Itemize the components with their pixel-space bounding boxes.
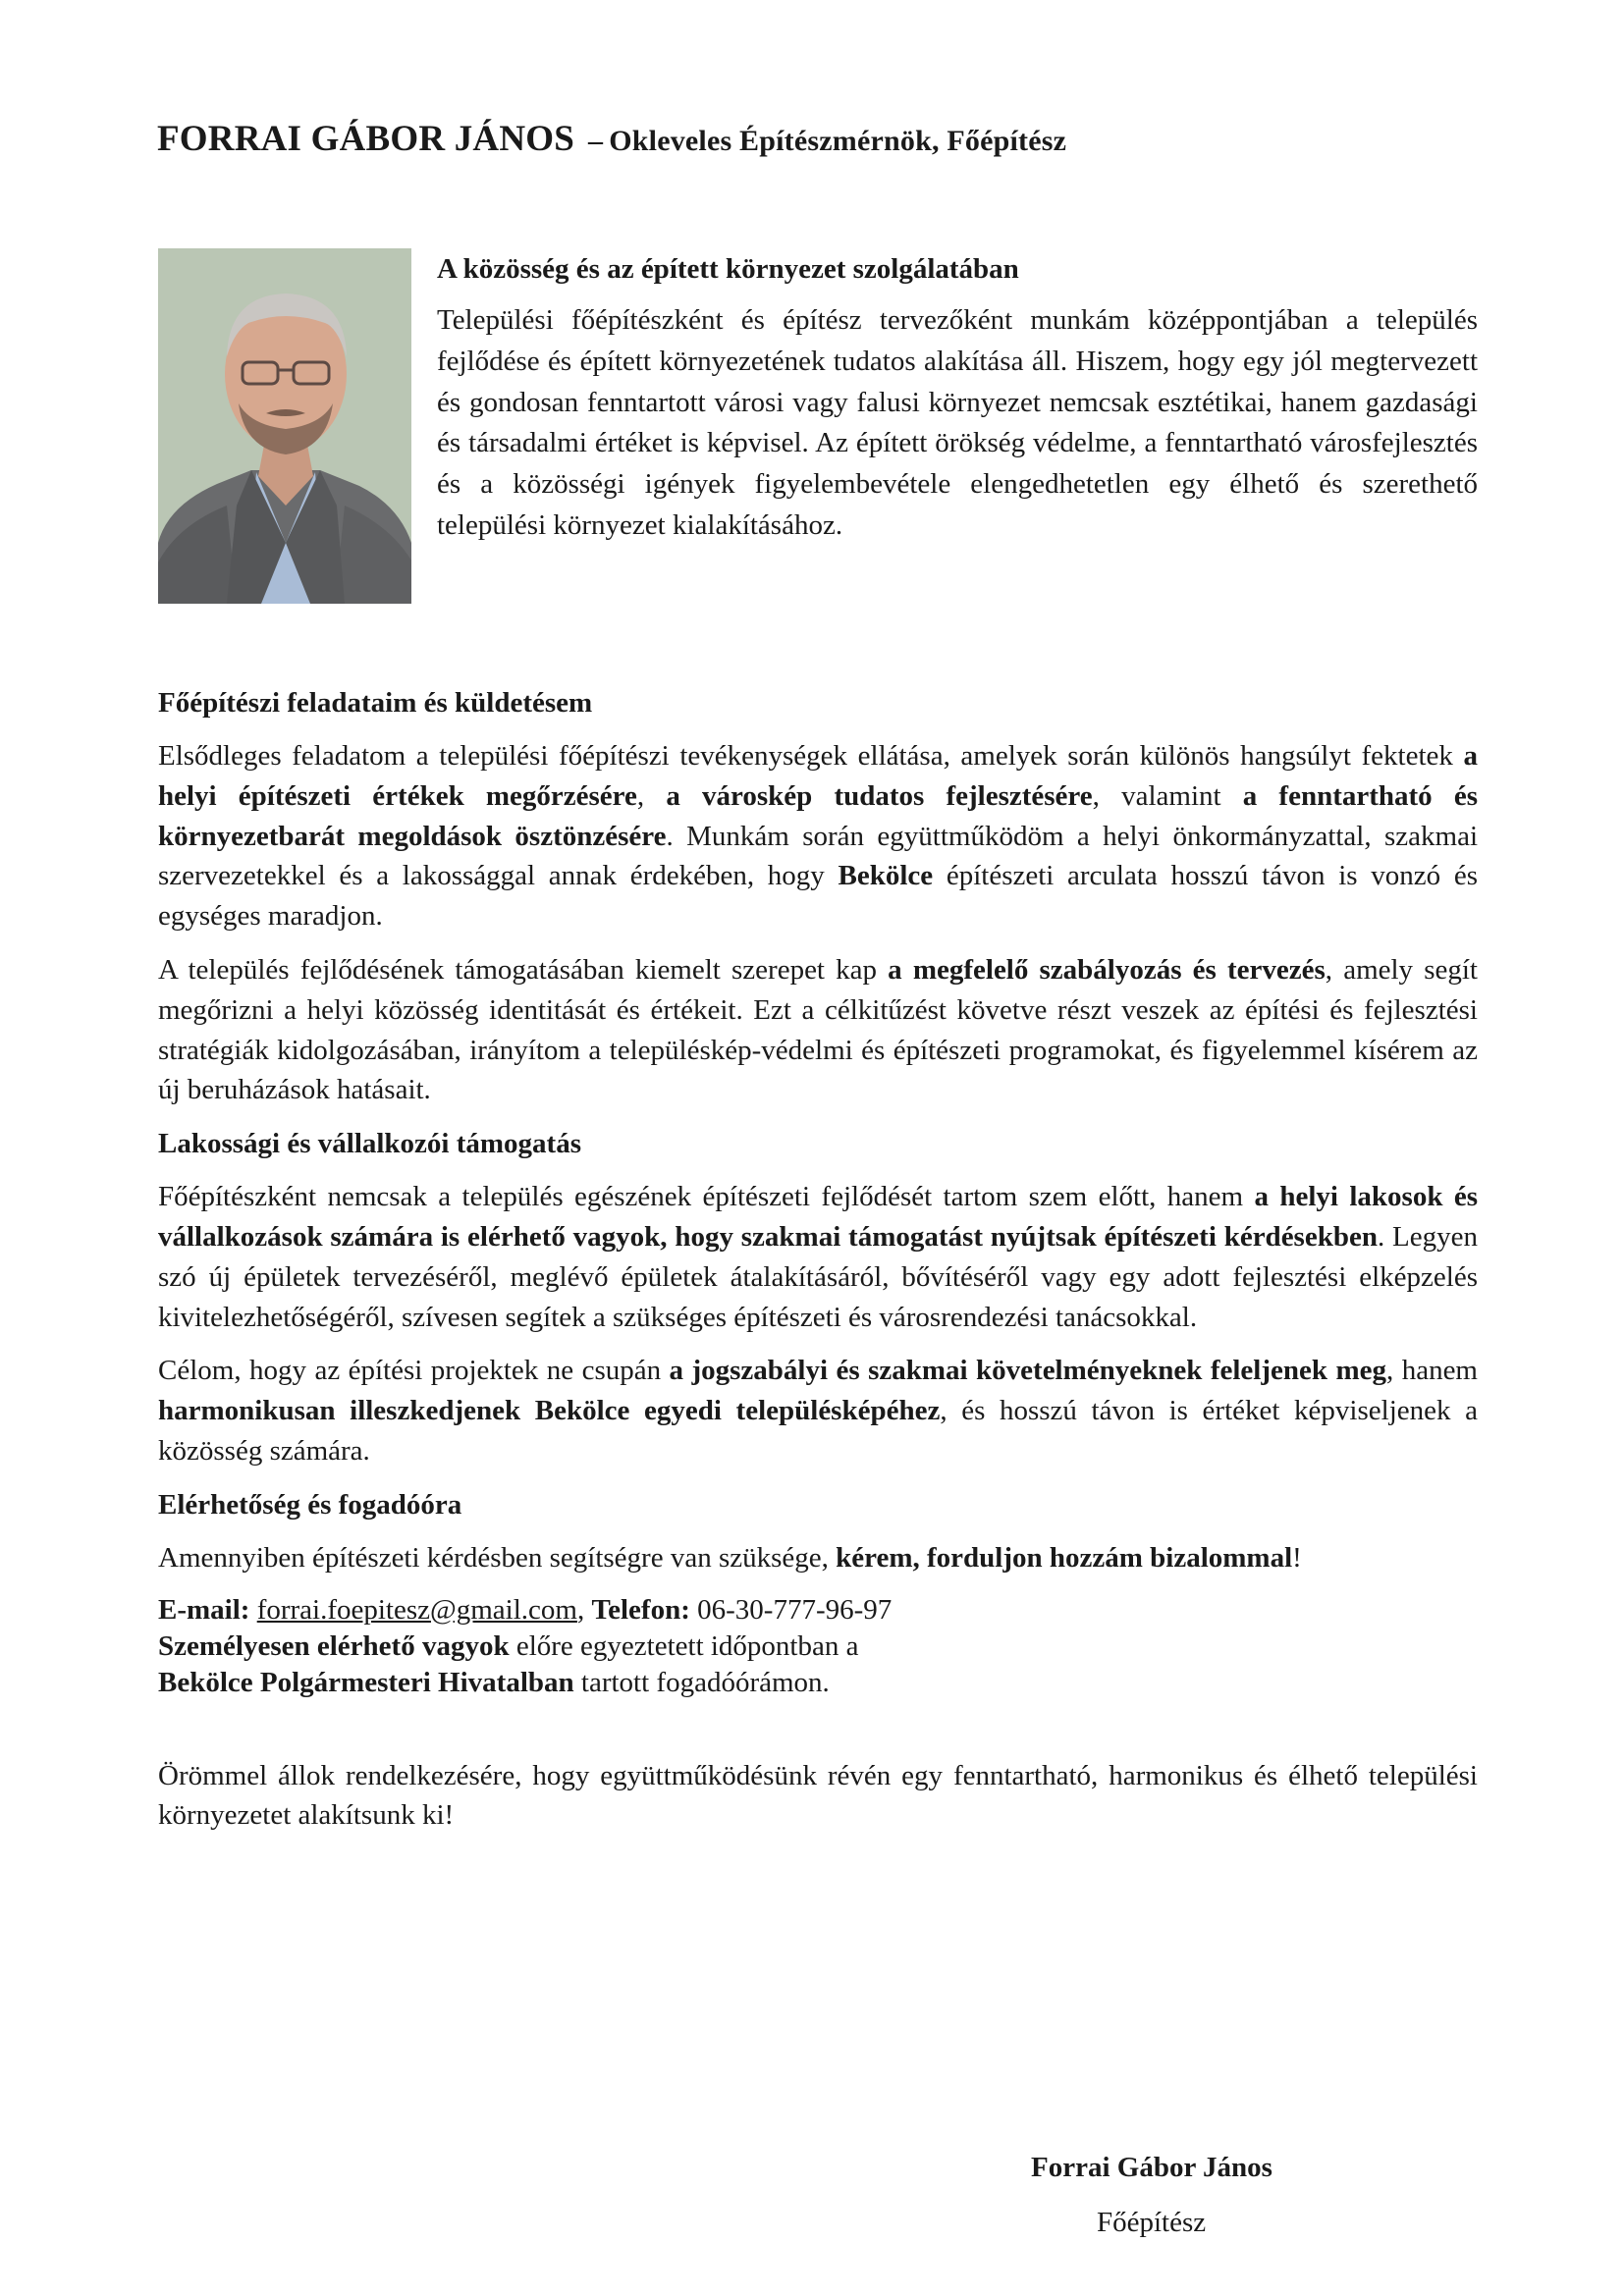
emphasis-text: a megfelelő szabályozás és tervezés [888, 953, 1326, 986]
paragraph-support-1 [158, 1177, 1478, 1337]
text-run: , hanem [1386, 1355, 1478, 1387]
signature-role: Főépítész [1097, 2207, 1207, 2238]
text-run: Célom, hogy az építési projektek ne csupán [158, 1355, 670, 1387]
text-run: előre egyeztetett időpontban a [509, 1629, 859, 1662]
emphasis-text: a városkép tudatos fejlesztésére [666, 779, 1093, 812]
text-run: ! [1292, 1541, 1302, 1574]
closing-paragraph: Örömmel állok rendelkezésére, hogy együttműködésünk révén egy fenntartható, harmonikus és élhető települési környezetet alakítsunk ki! [158, 1759, 1478, 1832]
emphasis-text: kérem, forduljon hozzám bizalommal [836, 1541, 1293, 1574]
title-dash: – [588, 125, 604, 157]
contact-line-email-phone [158, 1592, 1478, 1629]
emphasis-text: Személyesen elérhető vagyok [158, 1629, 510, 1662]
paragraph-support-2 [158, 1351, 1478, 1470]
text-run: Amennyiben építészeti kérdésben segítségre van szüksége, [158, 1541, 837, 1574]
email-label: E-mail: [158, 1593, 250, 1626]
text-run: , és hosszú távon is értéket képviseljenek a közösség számára. [158, 1395, 1478, 1467]
portrait-photo [158, 248, 411, 604]
text-run: építészeti arculata hosszú távon is vonzó és egységes maradjon. [158, 860, 1478, 933]
text-run: . Munkám során együttműködöm a helyi önkormányzattal, szakmai szervezetekkel és a lakossággal annak érdekében, hogy [158, 820, 1478, 892]
text-run: Főépítészként nemcsak a település egészének építészeti fejlődését tartom szem előtt, hanem [158, 1181, 1255, 1213]
text-run: Elsődleges feladatom a települési főépítészi tevékenységek ellátása, amelyek során különös hangsúlyt fektetek [158, 740, 1464, 772]
author-subtitle: Okleveles Építészmérnök, Főépítész [609, 125, 1067, 157]
text-run: , [576, 1593, 592, 1626]
text-run: . Legyen szó új épületek tervezéséről, meglévő épületek átalakításáról, bővítéséről vagy egy adott fejlesztési elképzelés kivitelezhetőségéről, szívesen segítek a szükséges építészeti és városrendezési tanácsokkal. [158, 1220, 1478, 1333]
section-heading-support: Lakossági és vállalkozói támogatás [158, 1128, 581, 1160]
main-content [158, 683, 1478, 1849]
author-name: FORRAI GÁBOR JÁNOS [157, 119, 575, 159]
emphasis-text: Bekölce [838, 860, 934, 892]
text-run: tartott fogadóórámon. [573, 1666, 830, 1698]
emphasis-text: harmonikusan illeszkedjenek Bekölce egyedi településképéhez [158, 1395, 941, 1427]
page-title [157, 116, 1066, 165]
emphasis-text: a fenntartható és környezetbarát megoldások ösztönzésére [158, 779, 1478, 852]
intro-section [437, 249, 1478, 547]
text-run: , valamint [1092, 779, 1243, 812]
contact-line-location [158, 1665, 1478, 1701]
contact-line-availability [158, 1629, 1478, 1665]
emphasis-text: a jogszabályi és szakmai követelményeknek feleljenek meg [669, 1355, 1386, 1387]
section-heading-contact: Elérhetőség és fogadóóra [158, 1488, 462, 1521]
contact-block [158, 1592, 1478, 1701]
email-link[interactable]: forrai.foepitesz@gmail.com [256, 1593, 577, 1626]
section-heading-tasks: Főépítészi feladataim és küldetésem [158, 687, 593, 719]
portrait-illustration [158, 248, 411, 604]
phone-label: Telefon: [591, 1593, 690, 1626]
text-run: , amely segít megőrizni a helyi közösség identitását és értékeit. Ezt a célkitűzést követve részt veszek az építési és fejlesztési stratégiák kidolgozásában, irányítom a településkép-védelmi és építészeti programokat, és figyelemmel kísérem az új beruházások hatásait. [158, 953, 1478, 1106]
text-run: A település fejlődésének támogatásában kiemelt szerepet kap [158, 953, 889, 986]
paragraph-tasks-2 [158, 950, 1478, 1110]
paragraph-tasks-1 [158, 736, 1478, 936]
emphasis-text: a helyi lakosok és vállalkozások számára is elérhető vagyok, hogy szakmai támogatást nyújtsak építészeti kérdésekben [158, 1181, 1478, 1253]
intro-heading: A közösség és az épített környezet szolgálatában [437, 253, 1019, 285]
emphasis-text: a helyi építészeti értékek megőrzésére [158, 740, 1478, 812]
office-name: Bekölce Polgármesteri Hivatalban [158, 1666, 574, 1698]
text-run: , [636, 779, 667, 812]
signature-name: Forrai Gábor János [1031, 2152, 1272, 2183]
phone-number: 06-30-777-96-97 [697, 1593, 893, 1626]
paragraph-contact-request [158, 1538, 1478, 1578]
intro-paragraph: Települési főépítészként és építész tervezőként munkám középpontjában a település fejlődése és épített környezetének tudatos alakítása áll. Hiszem, hogy egy jól megtervezett és gondosan fenntartott városi vagy falusi környezet nemcsak esztétikai, hanem gazdasági és társadalmi értéket is képvisel. Az épített örökség védelme, a fenntartható városfejlesztés és a közösségi igények figyelembevétele elengedhetetlen egy élhető és szerethető települési környezet kialakításához. [437, 304, 1478, 541]
